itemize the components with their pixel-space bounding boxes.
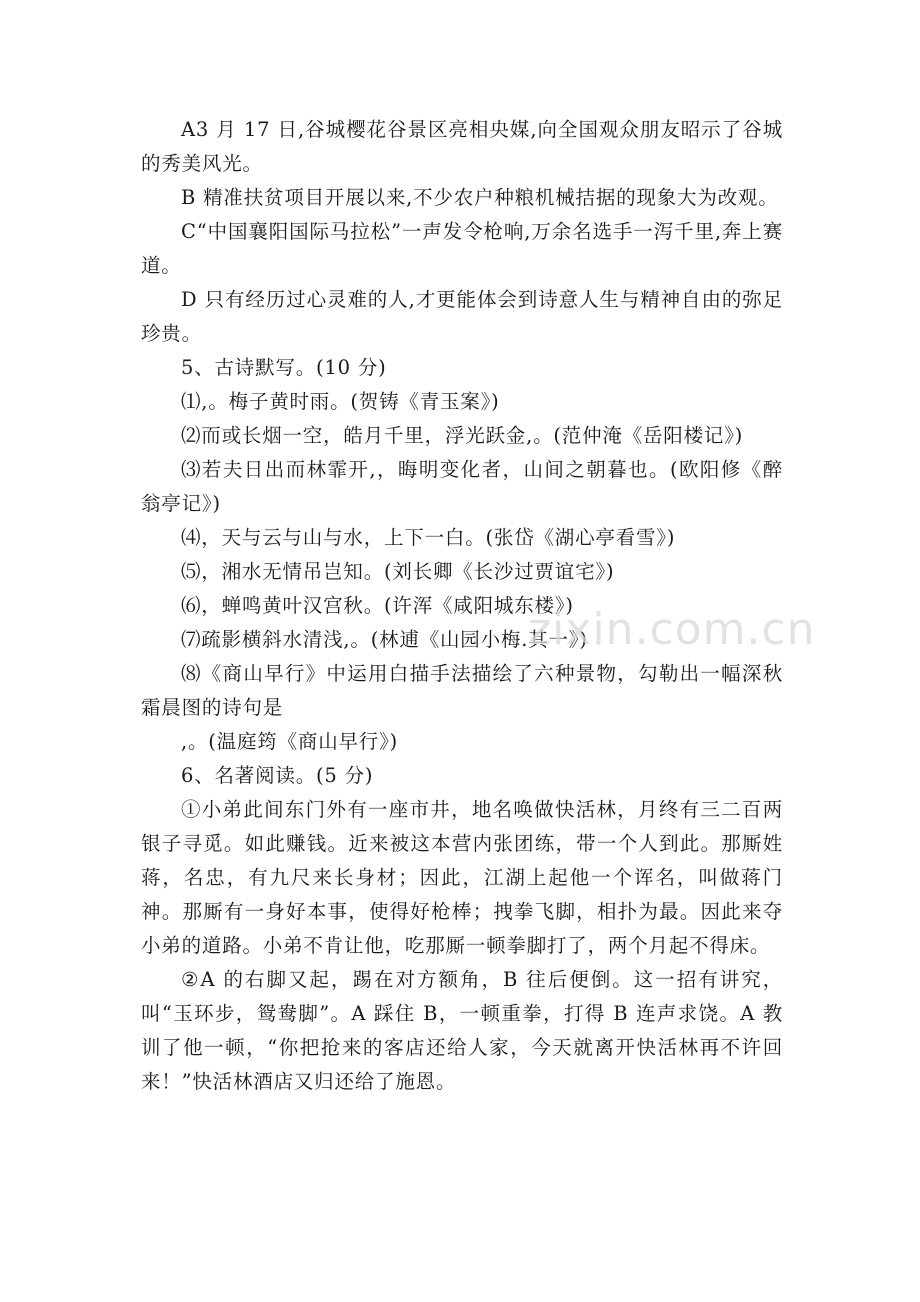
poem-item-7: ⑺疏影横斜水清浅,。(林逋《山园小梅.其一》) [181, 628, 588, 651]
option-a: A3 月 17 日,谷城樱花谷景区亮相央媒,向全国观众朋友昭示了谷城的秀美风光。 [141, 118, 783, 175]
excerpt-1: ①小弟此间东门外有一座市井，地名唤做快活林，月终有三二百两银子寻觅。如此赚钱。近来被这本营内张团练，带一个人到此。那厮姓蒋，名忠，有九尺来长身材；因此，江湖上起他一个诨名，叫做蒋门神。那厮有一身好本事，使得好枪棒；拽拳飞脚，相扑为最。因此来夺小弟的道路。小弟不肯让他，吃那厮一顿拳脚打了，两个月起不得床。 [141, 798, 783, 957]
poem-item-6: ⑹，蝉鸣黄叶汉宫秋。(许浑《咸阳城东楼》) [181, 594, 574, 617]
question-6-heading: 6、名著阅读。(5 分) [181, 764, 374, 787]
poem-item-8: ⑻《商山早行》中运用白描手法描绘了六种景物，勾勒出一幅深秋霜晨图的诗句是 [141, 662, 783, 719]
option-d: D 只有经历过心灵难的人,才更能体会到诗意人生与精神自由的弥足珍贵。 [141, 288, 783, 345]
option-c: C“中国襄阳国际马拉松”一声发令枪响,万余名选手一泻千里,奔上赛道。 [141, 220, 783, 277]
option-b: B 精准扶贫项目开展以来,不少农户种粮机械拮据的现象大为改观。 [181, 186, 779, 209]
poem-item-2: ⑵而或长烟一空，皓月千里，浮光跃金,。(范仲淹《岳阳楼记》) [181, 424, 744, 447]
poem-item-3: ⑶若夫日出而林霏开,，晦明变化者，山间之朝暮也。(欧阳修《醉翁亭记》) [141, 458, 783, 515]
poem-item-8-source: ,。(温庭筠《商山早行》) [181, 730, 399, 753]
poem-item-4: ⑷，天与云与山与水，上下一白。(张岱《湖心亭看雪》) [181, 526, 676, 549]
watermark: zixin.com.cn [528, 604, 816, 655]
question-5-heading: 5、古诗默写。(10 分) [181, 356, 387, 379]
poem-item-5: ⑸，湘水无情吊岂知。(刘长卿《长沙过贾谊宅》) [181, 560, 615, 583]
excerpt-2: ②A 的右脚又起，踢在对方额角，B 往后便倒。这一招有讲究，叫“玉环步，鸳鸯脚”。A 踩住 B，一顿重拳，打得 B 连声求饶。A 教训了他一顿，“你把抢来的客店还给人家，今天就离开快活林再不许回来！”快活林酒店又归还给了施恩。 [141, 968, 783, 1093]
poem-item-1: ⑴,。梅子黄时雨。(贺铸《青玉案》) [181, 390, 500, 413]
